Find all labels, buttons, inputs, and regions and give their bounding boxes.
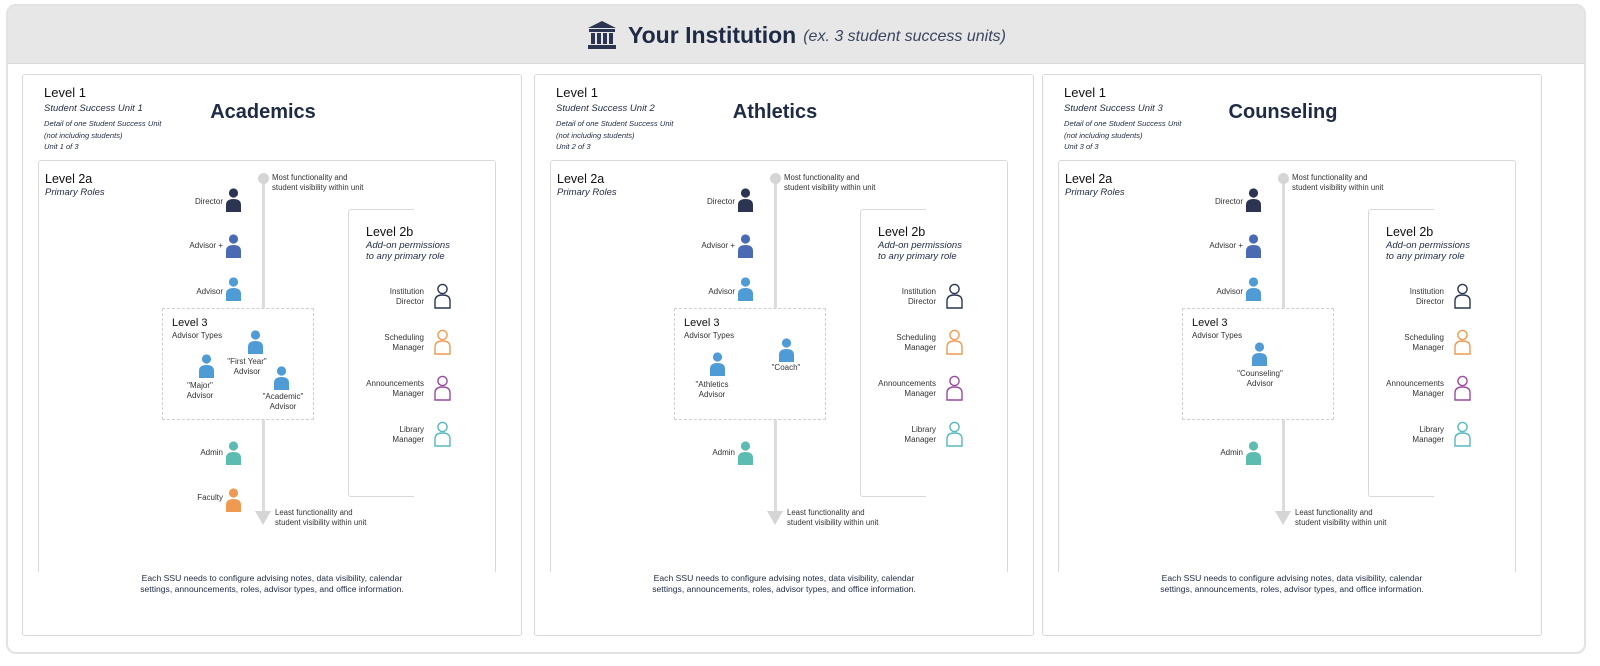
permission-line2: Manager xyxy=(1412,389,1444,398)
permission-line1: Scheduling xyxy=(896,333,936,342)
axis-arrow-down-icon xyxy=(255,511,271,525)
permission-label xyxy=(354,333,424,353)
person-outline-icon xyxy=(1454,283,1471,309)
role-director-label: Director xyxy=(1214,197,1243,206)
permission-person xyxy=(946,283,963,309)
advisor-type-person xyxy=(778,337,795,363)
axis-top-line1: Most functionality and xyxy=(272,173,348,182)
role-director xyxy=(225,187,242,213)
permission-label xyxy=(354,379,424,399)
permission-person xyxy=(946,421,963,447)
level1-label: Level 1 xyxy=(44,85,86,100)
permission-line1: Scheduling xyxy=(384,333,424,342)
axis-bottom-label xyxy=(787,508,927,528)
permission-line2: Manager xyxy=(1412,435,1444,444)
advisor-type-line2: Advisor xyxy=(233,367,261,376)
level2b-label: Level 2b xyxy=(1386,225,1434,239)
page-title: Your Institution xyxy=(628,21,797,48)
level3-sub: Advisor Types xyxy=(684,331,735,340)
role-admin-label: Admin xyxy=(1220,448,1243,457)
roles-panel xyxy=(550,160,1008,572)
advisor-type-line2: Advisor xyxy=(1246,379,1274,388)
advisor-type-label xyxy=(1225,369,1295,389)
level3-label: Level 3 xyxy=(1192,317,1228,329)
person-icon xyxy=(273,365,290,391)
axis-top-dot xyxy=(770,173,781,184)
permission-label xyxy=(866,333,936,353)
unit-of-label: Unit 2 of 3 xyxy=(556,142,591,151)
permission-line1: Library xyxy=(1419,425,1444,434)
detail-line2: (not including students) xyxy=(1064,130,1143,140)
permission-label xyxy=(866,425,936,445)
institution-diagram xyxy=(6,4,1586,654)
unit-name: Counseling xyxy=(1228,101,1338,123)
permission-line2: Director xyxy=(907,297,936,306)
footer-line2: settings, announcements, roles, advisor types, and office information. xyxy=(140,584,404,594)
permission-line2: Manager xyxy=(392,435,424,444)
permission-line2: Manager xyxy=(392,389,424,398)
level2b-label: Level 2b xyxy=(878,225,926,239)
person-icon xyxy=(737,276,754,302)
role-advisor xyxy=(737,276,754,302)
axis-top-dot xyxy=(1278,173,1289,184)
person-outline-icon xyxy=(434,421,451,447)
level3-box xyxy=(162,308,314,420)
permission-label xyxy=(1374,425,1444,445)
permission-person xyxy=(1454,375,1471,401)
institution-building-icon xyxy=(586,19,618,51)
unit-of-label: Unit 1 of 3 xyxy=(44,142,79,151)
header-bar xyxy=(8,6,1584,64)
level2b-sub-line1: Add-on permissions xyxy=(878,240,962,251)
role-advisor-plus xyxy=(1245,233,1262,259)
level3-box xyxy=(674,308,826,420)
permission-line2: Director xyxy=(395,297,424,306)
role-advisor-label: Advisor xyxy=(708,287,735,296)
person-icon xyxy=(709,351,726,377)
role-faculty xyxy=(225,487,242,513)
axis-top-line2: student visibility within unit xyxy=(784,183,876,192)
permission-line1: Library xyxy=(399,425,424,434)
detail-line1: Detail of one Student Success Unit xyxy=(44,119,162,128)
detail-line1: Detail of one Student Success Unit xyxy=(556,119,674,128)
role-admin xyxy=(737,440,754,466)
person-outline-icon xyxy=(946,283,963,309)
person-icon xyxy=(1251,341,1268,367)
level2b-sub-line1: Add-on permissions xyxy=(366,240,450,251)
person-icon xyxy=(1245,440,1262,466)
unit-card-counseling xyxy=(1042,74,1542,636)
permission-label xyxy=(354,287,424,307)
role-admin-label: Admin xyxy=(712,448,735,457)
role-advisor-plus xyxy=(225,233,242,259)
role-advisor-plus-label: Advisor + xyxy=(701,241,735,250)
person-icon xyxy=(737,187,754,213)
detail-line1: Detail of one Student Success Unit xyxy=(1064,119,1182,128)
person-icon xyxy=(225,187,242,213)
permission-line1: Announcements xyxy=(366,379,424,388)
permission-label xyxy=(354,425,424,445)
footer-line2: settings, announcements, roles, advisor types, and office information. xyxy=(652,584,916,594)
level2a-sub: Primary Roles xyxy=(45,187,105,198)
footer-line1: Each SSU needs to configure advising notes, data visibility, calendar xyxy=(141,573,403,583)
unit-footer-note xyxy=(535,573,1033,595)
axis-bottom-line2: student visibility within unit xyxy=(787,518,879,527)
unit-name: Athletics xyxy=(732,101,818,123)
level2b-sub-line2: to any primary role xyxy=(1386,251,1465,262)
advisor-type-label xyxy=(212,357,282,377)
axis-top-label xyxy=(1292,173,1432,193)
advisor-type-person xyxy=(273,365,290,391)
level2b-sub-line2: to any primary role xyxy=(366,251,445,262)
permission-person xyxy=(434,375,451,401)
axis-top-line2: student visibility within unit xyxy=(1292,183,1384,192)
permission-line2: Manager xyxy=(904,435,936,444)
unit-footer-note xyxy=(1043,573,1541,595)
permission-line1: Scheduling xyxy=(1404,333,1444,342)
advisor-type-label xyxy=(248,392,318,412)
role-advisor-label: Advisor xyxy=(196,287,223,296)
level2a-label: Level 2a xyxy=(45,172,93,186)
axis-bottom-line1: Least functionality and xyxy=(1295,508,1373,517)
permission-person xyxy=(434,283,451,309)
role-admin xyxy=(1245,440,1262,466)
permission-line2: Manager xyxy=(904,343,936,352)
role-advisor-plus-label: Advisor + xyxy=(189,241,223,250)
detail-line2: (not including students) xyxy=(556,130,635,140)
permission-line2: Director xyxy=(1415,297,1444,306)
permission-person xyxy=(434,421,451,447)
role-admin xyxy=(225,440,242,466)
permission-line2: Manager xyxy=(1412,343,1444,352)
person-icon xyxy=(247,329,264,355)
role-director-label: Director xyxy=(194,197,223,206)
role-director xyxy=(737,187,754,213)
axis-bottom-line1: Least functionality and xyxy=(275,508,353,517)
role-admin-label: Admin xyxy=(200,448,223,457)
unit-card-athletics xyxy=(534,74,1034,636)
advisor-type-line1: "Athletics xyxy=(695,380,729,389)
person-icon xyxy=(1245,187,1262,213)
person-outline-icon xyxy=(434,375,451,401)
level1-label: Level 1 xyxy=(1064,85,1106,100)
advisor-type-person xyxy=(1251,341,1268,367)
axis-bottom-line2: student visibility within unit xyxy=(1295,518,1387,527)
permission-person xyxy=(946,375,963,401)
unit-footer-note xyxy=(23,573,521,595)
axis-bottom-label xyxy=(275,508,415,528)
person-icon xyxy=(225,487,242,513)
unit-name: Academics xyxy=(210,101,316,123)
axis-bottom-line1: Least functionality and xyxy=(787,508,865,517)
person-outline-icon xyxy=(1454,421,1471,447)
person-outline-icon xyxy=(1454,375,1471,401)
level2b-sub xyxy=(1386,240,1496,262)
person-icon xyxy=(1245,276,1262,302)
person-outline-icon xyxy=(946,329,963,355)
permission-line2: Manager xyxy=(904,389,936,398)
advisor-type-line1: "First Year" xyxy=(227,357,267,366)
person-icon xyxy=(737,440,754,466)
advisor-type-label xyxy=(751,363,821,373)
advisor-type-label xyxy=(677,380,747,400)
footer-line2: settings, announcements, roles, advisor types, and office information. xyxy=(1160,584,1424,594)
person-icon xyxy=(1245,233,1262,259)
ssu-label: Student Success Unit 3 xyxy=(1064,103,1163,114)
role-advisor-plus xyxy=(737,233,754,259)
role-advisor xyxy=(225,276,242,302)
level3-sub: Advisor Types xyxy=(172,331,223,340)
person-outline-icon xyxy=(946,375,963,401)
permission-line1: Institution xyxy=(901,287,936,296)
level2a-sub: Primary Roles xyxy=(557,187,617,198)
person-icon xyxy=(225,440,242,466)
unit-detail xyxy=(556,118,706,153)
unit-of-label: Unit 3 of 3 xyxy=(1064,142,1099,151)
unit-detail xyxy=(44,118,194,153)
advisor-type-line1: "Major" xyxy=(187,381,213,390)
level1-label: Level 1 xyxy=(556,85,598,100)
axis-top-label xyxy=(784,173,924,193)
person-icon xyxy=(778,337,795,363)
level3-box xyxy=(1182,308,1334,420)
level3-label: Level 3 xyxy=(684,317,720,329)
permission-label xyxy=(866,379,936,399)
role-director-label: Director xyxy=(706,197,735,206)
ssu-label: Student Success Unit 2 xyxy=(556,103,655,114)
level2b-sub-line2: to any primary role xyxy=(878,251,957,262)
advisor-type-line1: "Academic" xyxy=(262,392,304,401)
permission-line2: Manager xyxy=(392,343,424,352)
ssu-label: Student Success Unit 1 xyxy=(44,103,143,114)
role-director xyxy=(1245,187,1262,213)
unit-detail xyxy=(1064,118,1214,153)
advisor-type-line1: "Counseling" xyxy=(1237,369,1283,378)
permission-line1: Institution xyxy=(389,287,424,296)
advisor-type-line2: Advisor xyxy=(698,390,726,399)
permission-person xyxy=(946,329,963,355)
detail-line2: (not including students) xyxy=(44,130,123,140)
permission-line1: Institution xyxy=(1409,287,1444,296)
person-outline-icon xyxy=(434,329,451,355)
person-outline-icon xyxy=(1454,329,1471,355)
unit-card-academics xyxy=(22,74,522,636)
permission-line1: Library xyxy=(911,425,936,434)
role-advisor-label: Advisor xyxy=(1216,287,1243,296)
permission-person xyxy=(1454,283,1471,309)
axis-arrow-down-icon xyxy=(767,511,783,525)
advisor-type-line2: Advisor xyxy=(186,391,214,400)
permission-label xyxy=(1374,379,1444,399)
permission-label xyxy=(1374,287,1444,307)
role-advisor-plus-label: Advisor + xyxy=(1209,241,1243,250)
level3-sub: Advisor Types xyxy=(1192,331,1243,340)
person-icon xyxy=(737,233,754,259)
level2a-label: Level 2a xyxy=(557,172,605,186)
footer-line1: Each SSU needs to configure advising notes, data visibility, calendar xyxy=(1161,573,1423,583)
person-icon xyxy=(225,233,242,259)
axis-top-line1: Most functionality and xyxy=(784,173,860,182)
permission-line1: Announcements xyxy=(878,379,936,388)
level2b-label: Level 2b xyxy=(366,225,414,239)
level2b-sub xyxy=(878,240,988,262)
axis-arrow-down-icon xyxy=(1275,511,1291,525)
permission-person xyxy=(1454,421,1471,447)
footer-line1: Each SSU needs to configure advising notes, data visibility, calendar xyxy=(653,573,915,583)
axis-bottom-line2: student visibility within unit xyxy=(275,518,367,527)
permission-label xyxy=(1374,333,1444,353)
permission-person xyxy=(1454,329,1471,355)
person-outline-icon xyxy=(946,421,963,447)
advisor-type-line1: "Coach" xyxy=(771,363,801,372)
roles-panel xyxy=(38,160,496,572)
advisor-type-line2: Advisor xyxy=(269,402,297,411)
permission-line1: Announcements xyxy=(1386,379,1444,388)
person-outline-icon xyxy=(434,283,451,309)
permission-person xyxy=(434,329,451,355)
advisor-type-label xyxy=(165,381,235,401)
page-subtitle: (ex. 3 student success units) xyxy=(803,28,1006,45)
axis-bottom-label xyxy=(1295,508,1435,528)
level2b-sub xyxy=(366,240,476,262)
axis-top-label xyxy=(272,173,412,193)
advisor-type-person xyxy=(709,351,726,377)
advisor-type-person xyxy=(247,329,264,355)
level3-label: Level 3 xyxy=(172,317,208,329)
level2a-label: Level 2a xyxy=(1065,172,1113,186)
level2a-sub: Primary Roles xyxy=(1065,187,1125,198)
axis-top-line2: student visibility within unit xyxy=(272,183,364,192)
permission-label xyxy=(866,287,936,307)
axis-top-line1: Most functionality and xyxy=(1292,173,1368,182)
role-advisor xyxy=(1245,276,1262,302)
axis-top-dot xyxy=(258,173,269,184)
person-icon xyxy=(225,276,242,302)
level2b-sub-line1: Add-on permissions xyxy=(1386,240,1470,251)
roles-panel xyxy=(1058,160,1516,572)
role-faculty-label: Faculty xyxy=(197,493,223,502)
